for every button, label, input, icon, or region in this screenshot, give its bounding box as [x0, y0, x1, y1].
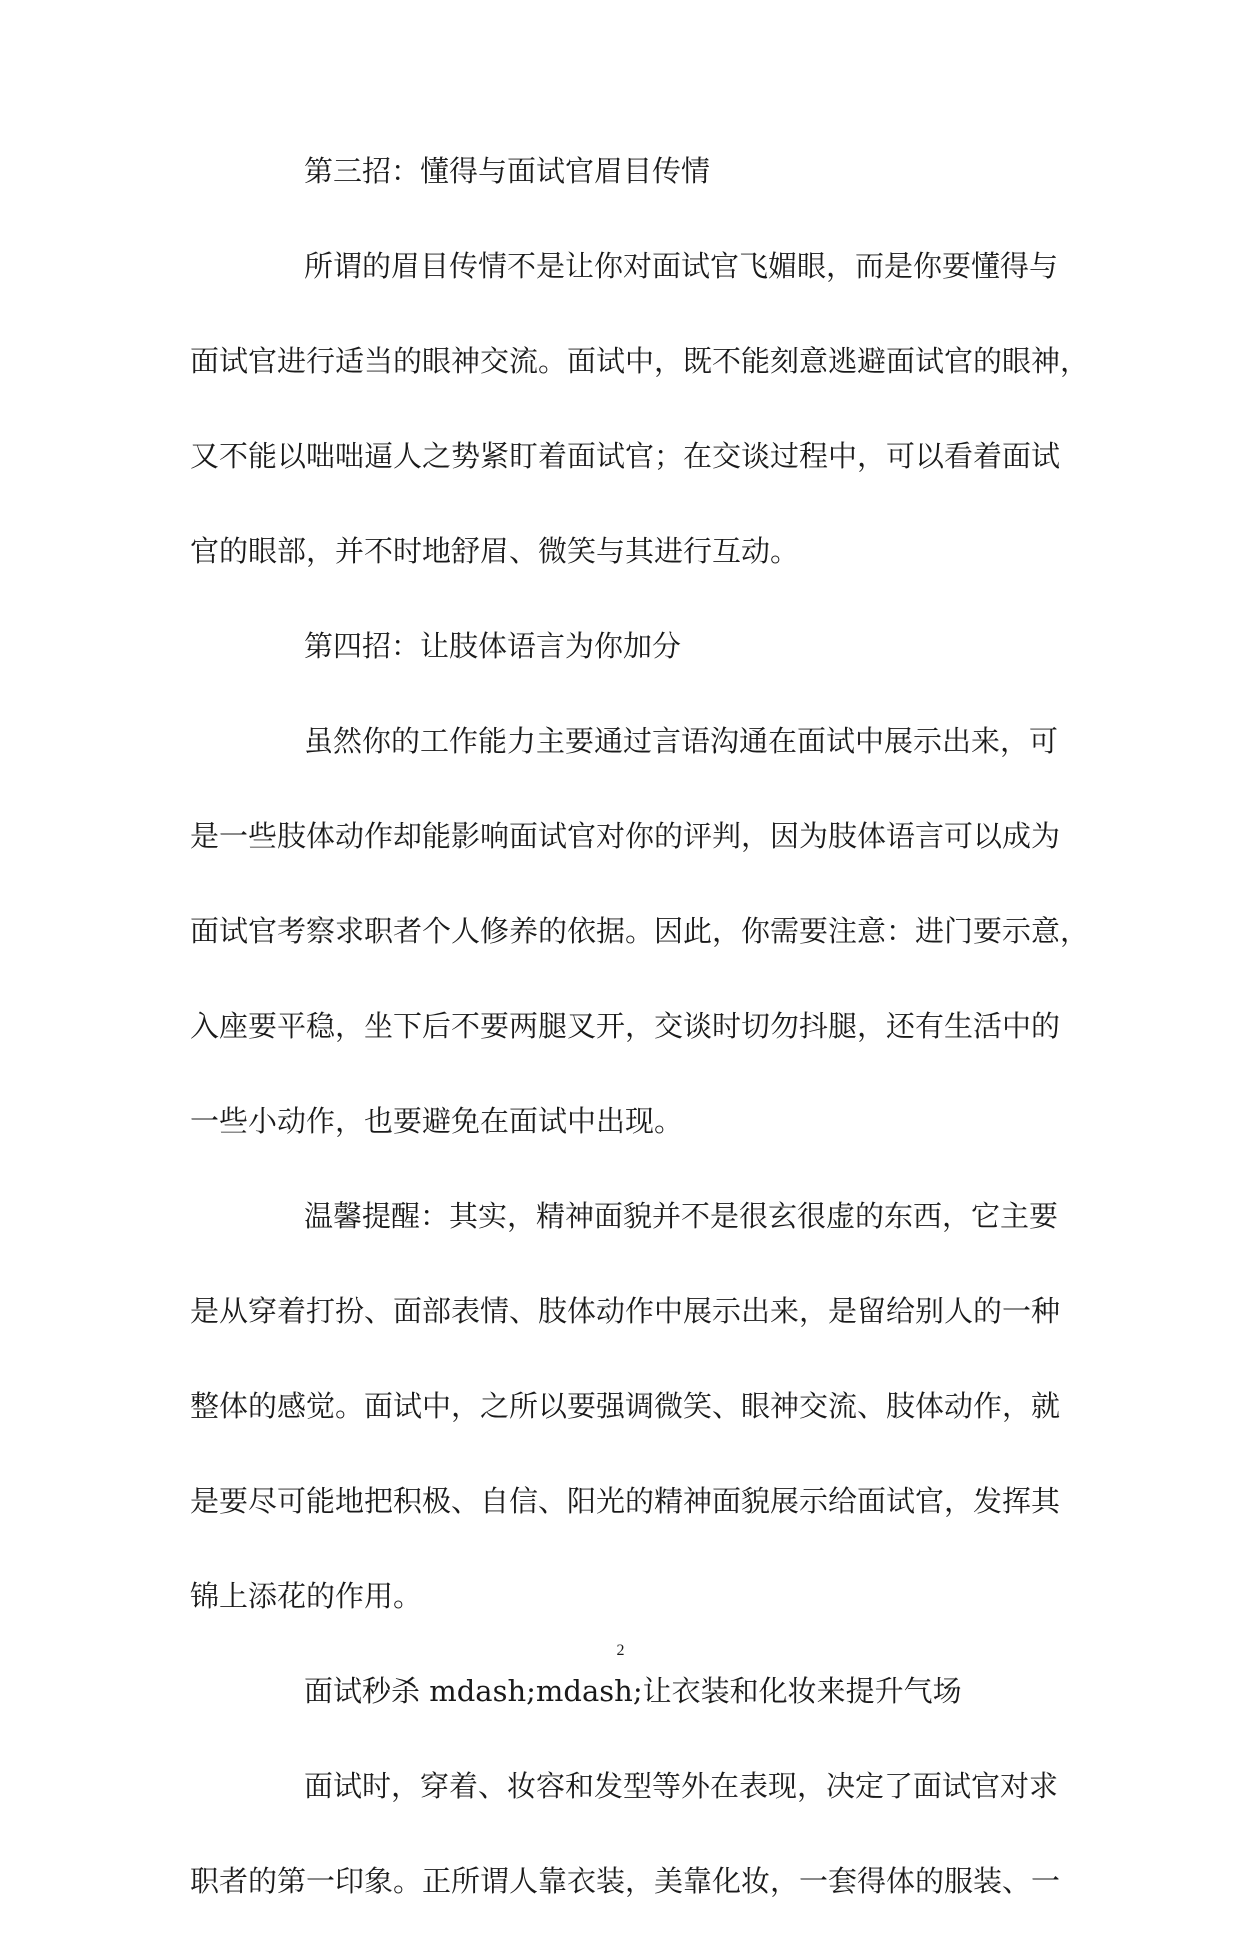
paragraph-line: 面试时，穿着、妆容和发型等外在表现，决定了面试官对求 [304, 1769, 1059, 1803]
paragraph-line: 面试官考察求职者个人修养的依据。因此，你需要注意：进门要示意， [190, 914, 1090, 948]
paragraph-line: 官的眼部，并不时地舒眉、微笑与其进行互动。 [190, 534, 800, 568]
paragraph-line: 所谓的眉目传情不是让你对面试官飞媚眼，而是你要懂得与 [304, 249, 1059, 283]
tip-paragraph-line: 是从穿着打扮、面部表情、肢体动作中展示出来，是留给别人的一种 [190, 1294, 1061, 1328]
section-heading-fourth-tip: 第四招：让肢体语言为你加分 [304, 629, 682, 663]
section-heading-third-tip: 第三招：懂得与面试官眉目传情 [304, 154, 711, 188]
tip-paragraph-line: 温馨提醒：其实，精神面貌并不是很玄很虚的东西，它主要 [304, 1199, 1059, 1233]
tip-paragraph-line: 锦上添花的作用。 [190, 1579, 423, 1613]
document-body [190, 142, 1090, 1947]
paragraph-line: 是一些肢体动作却能影响面试官对你的评判，因为肢体语言可以成为 [190, 819, 1061, 853]
page-number: 2 [616, 1642, 625, 1659]
tip-paragraph-line: 是要尽可能地把积极、自信、阳光的精神面貌展示给面试官，发挥其 [190, 1484, 1061, 1518]
paragraph-line: 面试官进行适当的眼神交流。面试中，既不能刻意逃避面试官的眼神， [190, 344, 1090, 378]
paragraph-line: 一些小动作，也要避免在面试中出现。 [190, 1104, 684, 1138]
tip-paragraph-line: 整体的感觉。面试中，之所以要强调微笑、眼神交流、肢体动作，就 [190, 1389, 1061, 1423]
paragraph-line: 又不能以咄咄逼人之势紧盯着面试官；在交谈过程中，可以看着面试 [190, 439, 1061, 473]
paragraph-line: 职者的第一印象。正所谓人靠衣装，美靠化妆，一套得体的服装、一 [190, 1864, 1061, 1898]
paragraph-line: 入座要平稳，坐下后不要两腿叉开，交谈时切勿抖腿，还有生活中的 [190, 1009, 1061, 1043]
section-heading-interview-attire: 面试秒杀 mdash;mdash;让衣装和化妆来提升气场 [304, 1674, 962, 1708]
paragraph-line: 虽然你的工作能力主要通过言语沟通在面试中展示出来，可 [304, 724, 1059, 758]
